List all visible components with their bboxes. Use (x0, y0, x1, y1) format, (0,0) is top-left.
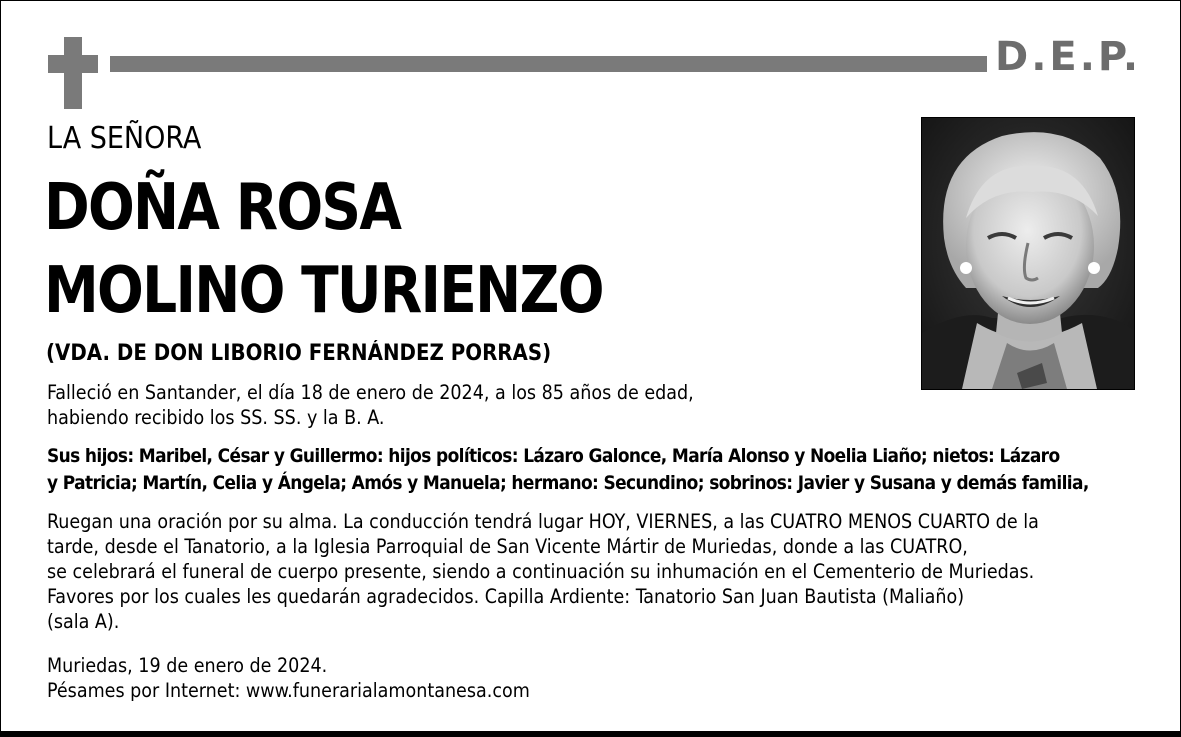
bottom-border (0, 731, 1181, 737)
cross-icon (48, 37, 98, 109)
service-line: (sala A). (47, 610, 120, 633)
family-line: Sus hijos: Maribel, César y Guillermo: hijos políticos: Lázaro Galonce, María Alonso y Noelia Liaño; nietos: Lázaro (47, 445, 1060, 467)
passing-line: habiendo recibido los SS. SS. y la B. A. (47, 406, 385, 429)
header-rule (110, 56, 987, 72)
service-line: Ruegan una oración por su alma. La conducción tendrá lugar HOY, VIERNES, a las CUATRO MENOS CUARTO de la (47, 510, 1039, 533)
name-line-1: DOÑA ROSA (44, 171, 401, 245)
name-line-2: MOLINO TURIENZO (44, 254, 603, 328)
place-date: Muriedas, 19 de enero de 2024. (47, 654, 328, 677)
family-line: y Patricia; Martín, Celia y Ángela; Amós y Manuela; hermano: Secundino; sobrinos: Javier y Susana y demás familia, (47, 472, 1089, 494)
service-line: tarde, desde el Tanatorio, a la Iglesia Parroquial de San Vicente Mártir de Muriedas, donde a las CUATRO, (47, 535, 968, 558)
family-list (47, 443, 1089, 497)
deceased-name (44, 167, 603, 333)
passing-line: Falleció en Santander, el día 18 de enero de 2024, a los 85 años de edad, (47, 381, 694, 404)
service-line: Favores por los cuales les quedarán agradecidos. Capilla Ardiente: Tanatorio San Juan Bautista (Maliaño) (47, 585, 965, 608)
dep-label: D.E.P. (995, 34, 1142, 80)
widow-of: (VDA. DE DON LIBORIO FERNÁNDEZ PORRAS) (46, 341, 552, 366)
condolences-link[interactable]: Pésames por Internet: www.funerarialamontanesa.com (47, 679, 530, 702)
honorific-title: LA SEÑORA (47, 121, 202, 156)
passing-notice (47, 380, 767, 430)
service-details (47, 509, 1147, 634)
service-line: se celebrará el funeral de cuerpo presente, siendo a continuación su inhumación en el Cementerio de Muriedas. (47, 560, 1035, 583)
portrait-photo (921, 117, 1135, 390)
